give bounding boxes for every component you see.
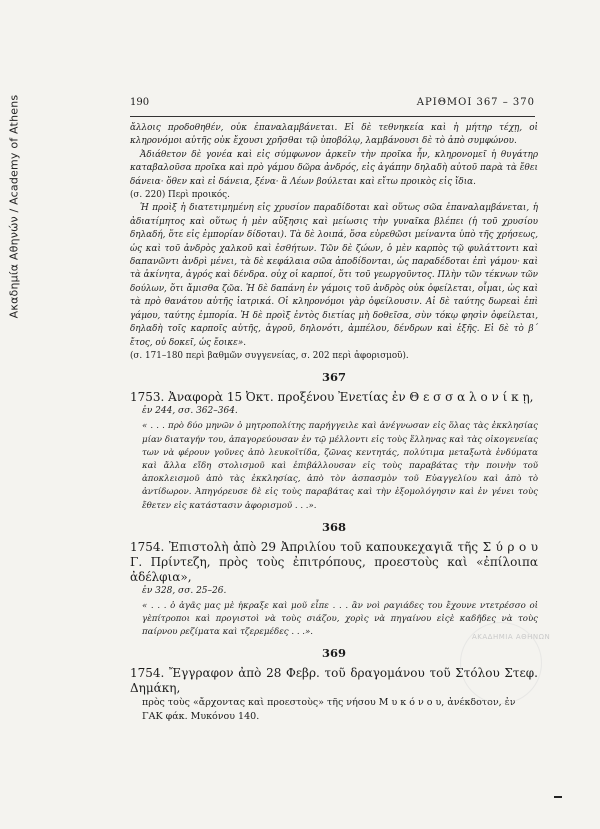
intro-paragraph-2: Ἀδιάθετον δὲ γονέα καὶ εἰς σύμφωνον ἀρκεῖν τὴν προῖκα ἦν, κληρονομεῖ ἡ θυγάτηρ καταβαλοῦσα προῖκα καὶ πρὸ γάμου δῶρα ἀνδρός, εἰς ἀγάπην δηλαδὴ αὐτοῦ παρὰ τὰ ἔθει δάνεια· ὅθεν καὶ εἰ δάνεια, ξένα· ἃ Λέων βούλεται καὶ εἴτω προικὸς εἰς ἴδια. <box>130 149 538 187</box>
section-number-369: 369 <box>321 646 346 661</box>
running-title: ΑΡΙΘΜΟΙ 367 – 370 <box>416 97 535 108</box>
entry-1754-letter-source: ἐν 328, σσ. 25–26. <box>142 585 227 596</box>
section-number-368: 368 <box>321 519 346 534</box>
entry-1754-letter-quote: « . . . ὁ ἀγᾶς μας μὲ ἠκραξε καὶ μοῦ εἶπε . . . ἂν νοὶ ραγιάδες του ἔχουνε ντετρέσσο οἱ γὲπίτροποι καὶ προγιστοὶ νὰ τοὺς σιάζου, χορὶς νὰ πηγαίνου εἰςὲ καδῆδες νὰ τοὺς παίρνου ρεζίματα καὶ τζερεμέδες . . .». <box>142 600 538 638</box>
entry-1754-letter-heading: 1754. Ἐπιστολὴ ἀπὸ 29 Ἀπριλίου τοῦ καπουκεχαγιᾶ τῆς Σ ύ ρ ο υ Γ. Πρίντεζη, πρὸς τοὺς ἐπιτρόπους, προεστοὺς καὶ «ἐπίλοιπα ἀδέλφια», <box>130 539 538 584</box>
section-number-367: 367 <box>321 370 346 385</box>
intro-paragraph-1: ἄλλοις προδοθηθέν, οὐκ ἐπαναλαμβάνεται. Εἰ δὲ τεθνηκεία καὶ ἡ μήτηρ τέχῃ, οἱ κληρονόμοι αὐτῆς οὐκ ἔχουσι χρῆσθαι τῷ ὑποβόλῳ, λαμβάνουσι δὲ τὸ ἀπὸ συμφώνου. <box>130 123 538 147</box>
entry-1753-heading: 1753. Ἀναφορὰ 15 Ὀκτ. προξένου Ἐνετίας ἐν Θ ε σ σ α λ ο ν ί κ ῃ, <box>130 390 534 405</box>
intro-note-2: (σ. 171–180 περὶ βαθμῶν συγγενείας, σ. 202 περὶ ἀφορισμοῦ). <box>130 350 409 361</box>
intro-paragraph-3: Ἡ προὶξ ἡ διατετιμημένη εἰς χρυσίον παραδίδοται καὶ οὕτως σῶα ἐπαναλαμβάνεται, ἡ ἀδιατίμητος καὶ οὕτως ἡ μὲν αὔξησις καὶ μείωσις τὴν γυναῖκα βλέπει (ἡ τοῦ χρυσίου δηλαδή, ὅτε εἰς ἐμπορίαν δίδοται). Τὰ δὲ λοιπά, ὅσα εὑρεθῶσι μείναντα ὑπὸ τῆς χρήσεως, ὡς καὶ τοῦ ἀνδρὸς χαλκοῦ καὶ ἐσθήτων. Τῶν δὲ ζώων, ὁ μὲν καρπὸς τῷ φυλάττοντι καὶ δαπανῶντι ἀνδρὶ μένει, τὰ δὲ κεφάλαια σῶα ἀποδίδονται, ὡς παραδέδοται ἐπὶ γάμου· καὶ τὰ ἀκίνητα, ἀγρός καὶ δένδρα. οὐχ οἱ καρποί, ὅτι τοῦ γεωργοῦντος. Πλὴν τῶν τέκνων τῶν δούλων, ὅτι ἄμισθα ζῶα. Ἡ δὲ δαπάνη ἐν γάμοις τοῦ ἀνδρὸς οὐκ ὀφείλεται, οἶμαι, ὡς καὶ τὰ πρὸ θανάτου αὐτῆς ἰατρικά. Οἱ κληρονόμοι γὰρ ὀφείλουσιν. Αἱ δὲ ταύτης δωρεαὶ ἐπὶ γάμου, ταύτης ἐμπορία. Ἡ δὲ προὶξ ἐντὸς διετίας μὴ δοθεῖσα, σὺν τόκῳ φησὶν ὀφείλεται, δηλαδὴ τοῖς καρποῖς αὐτῆς, ἀγροῦ, δηλονότι, ἀμπέλου, δένδρων καὶ ἑξῆς. Εἰ δὲ τὸ β΄ ἔτος, οὐ δοκεῖ, ὡς ἔοικε». <box>130 203 538 348</box>
watermark-seal-text: ΑΚΑΔΗΜΙΑ ΑΘΗΝΩΝ <box>472 633 551 641</box>
entry-1754-document-continuation: πρὸς τοὺς «ἄρχοντας καὶ προεστοὺς» τῆς νήσου Μ υ κ ό ν ο υ, ἀνέκδοτον, ἐν ΓΑΚ φάκ. Μυκόνου 140. <box>142 697 516 722</box>
entry-1754-document-heading: 1754. Ἔγγραφον ἀπὸ 28 Φεβρ. τοῦ δραγομάνου τοῦ Στόλου Στεφ. Δημάκη, <box>130 666 538 696</box>
entry-1753-quote: « . . . πρὸ δύο μηνῶν ὁ μητροπολίτης παρήγγειλε καὶ ἀνέγνωσαν εἰς ὅλας τὰς ἐκκλησίας μίαν διαταγήν του, ἀπαγορεύουσαν ἐν τῷ μέλλοντι εἰς τοὺς ἕλληνας καὶ τὰς οἰκογενείας των νὰ φέρουν γοῦνες ἀπὸ λευκοϊτίδα, ζῶνας κεντητάς, πολύτιμα μεταξωτὰ ἐνδύματα καὶ ἄλλα εἴδη στολισμοῦ καὶ ἐπιβάλλουσαν εἰς τοὺς παραβάτας τὴν ποινὴν τοῦ ἀποκλεισμοῦ ἀπὸ τὰς ἐκκλησίας, ἀπὸ τὸν ἀσπασμὸν τοῦ Εὐαγγελίου καὶ ἀπὸ τὸ ἀντίδωρον. Ἀπηγόρευσε δὲ εἰς τοὺς παραβάτας καὶ τὴν ἐξομολόγησιν καὶ ἐν γένει τοὺς ἔθετεν εἰς κατάστασιν ἀφορισμοῦ . . .». <box>142 421 538 511</box>
header-rule <box>130 116 535 117</box>
entry-1753-source: ἐν 244, σσ. 362–364. <box>142 406 238 417</box>
margin-dash-mark <box>554 796 562 798</box>
archive-stamp: Ακαδημία Αθηνών / Academy of Athens <box>7 94 21 319</box>
page-header <box>130 97 535 113</box>
intro-note-1: (σ. 220) Περὶ προικός. <box>130 190 230 201</box>
page-number: 190 <box>130 97 150 108</box>
